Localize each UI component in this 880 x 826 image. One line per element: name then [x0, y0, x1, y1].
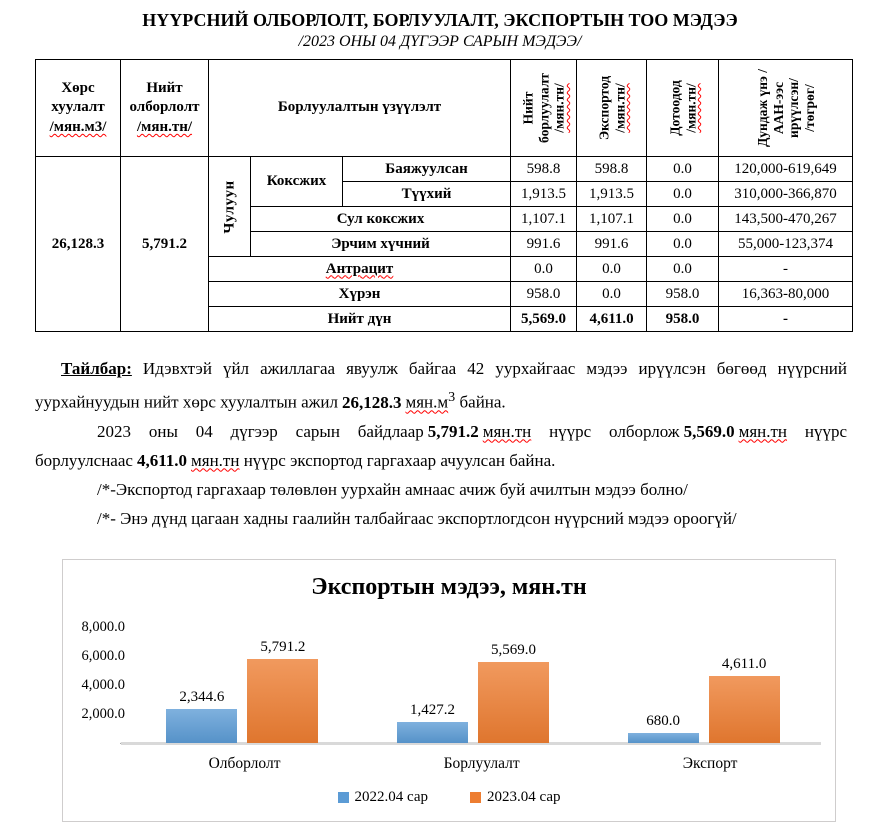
chart-x-axis	[127, 755, 819, 773]
bar-2022-borluulalt	[397, 722, 468, 743]
header-sales-indicator: Борлуулалтын үзүүлэлт	[209, 60, 511, 157]
bar-group-borluulalt	[397, 642, 549, 743]
bar-value-label: 5,569.0	[490, 641, 536, 658]
y-tick: 6,000.0	[81, 647, 125, 664]
bar-value-label: 4,611.0	[721, 655, 767, 672]
note-p1-unit: мян.м	[405, 392, 449, 412]
footnote-2: /*- Энэ дүнд цагаан хадны гаалийн талбайгаас экспортлогдсон нүүрсний мэдээ ороогүй/	[97, 508, 737, 528]
coal-statistics-table	[35, 59, 853, 332]
value-cell: 0.0	[647, 207, 719, 232]
header-domestic	[647, 60, 719, 157]
label-anthracite: Антрацит	[209, 257, 511, 282]
chart-plot-area	[127, 627, 819, 743]
bar-wrap	[397, 702, 468, 743]
note-p2-unit3: мян.тн	[191, 450, 240, 470]
note-label: Тайлбар:	[61, 359, 132, 378]
value-cell: 0.0	[511, 257, 577, 282]
chart-legend	[63, 789, 835, 806]
legend-swatch-2022	[338, 792, 349, 803]
note-p2-mid1: нүүрс олборлож	[531, 421, 680, 441]
value-cell: 598.8	[511, 157, 577, 182]
bar-value-label: 1,427.2	[409, 701, 455, 718]
value-cell: 55,000-123,374	[719, 232, 853, 257]
value-cell: 0.0	[577, 282, 647, 307]
bar-2023-borluulalt	[478, 662, 549, 743]
bar-wrap	[628, 713, 699, 743]
value-cell: 4,611.0	[577, 307, 647, 332]
value-cell: 143,500-470,267	[719, 207, 853, 232]
note-p2-unit2: мян.тн	[738, 421, 788, 441]
value-cell: 1,913.5	[511, 182, 577, 207]
label-washed: Баяжуулсан	[343, 157, 511, 182]
value-cell: 958.0	[647, 307, 719, 332]
header-production-text: Нийт олборлолт	[129, 79, 200, 116]
y-tick: 8,000.0	[81, 618, 125, 635]
bar-value-label: 5,791.2	[260, 638, 306, 655]
page-subtitle: /2023 ОНЫ 04 ДҮГЭЭР САРЫН МЭДЭЭ/	[298, 33, 582, 50]
value-cell: 0.0	[647, 157, 719, 182]
y-tick: 4,000.0	[81, 676, 125, 693]
bar-value-label: 2,344.6	[179, 688, 225, 705]
value-cell: 1,107.1	[511, 207, 577, 232]
note-p1-sup: 3	[448, 389, 456, 405]
value-cell: -	[719, 257, 853, 282]
label-raw: Түүхий	[343, 182, 511, 207]
value-cell: 991.6	[511, 232, 577, 257]
legend-label-2022: 2022.04 сар	[354, 788, 428, 805]
value-cell: 598.8	[577, 157, 647, 182]
bar-2023-export	[709, 676, 780, 743]
bar-2022-olborlolt	[166, 709, 237, 743]
legend-label-2023: 2023.04 сар	[487, 788, 561, 805]
x-category-label: Олборлолт	[208, 754, 281, 772]
header-export-unit: /мян.тн/	[611, 83, 627, 133]
note-p2-value2: 5,569.0	[683, 421, 735, 441]
note-p2-mid2: нүүрс борлуулснаас	[35, 421, 847, 470]
note-p2-tail: нүүрс экспортод гаргахаар ачуулсан байна.	[239, 450, 556, 470]
header-soil-removal	[36, 60, 121, 157]
label-stone-coal: Чулуун	[209, 157, 251, 257]
header-domestic-text: Дотоодод	[667, 80, 683, 136]
header-production-unit: /мян.тн/	[136, 118, 193, 135]
value-cell: 958.0	[647, 282, 719, 307]
header-export	[577, 60, 647, 157]
chart-area	[63, 618, 835, 743]
bar-value-label: 680.0	[646, 712, 681, 729]
bar-group-export	[628, 656, 780, 743]
note-paragraph-2	[35, 417, 847, 475]
note-p2-value3: 4,611.0	[136, 450, 187, 470]
value-cell: 0.0	[647, 182, 719, 207]
value-cell: 0.0	[647, 257, 719, 282]
legend-item-2022	[338, 789, 429, 806]
y-tick: 2,000.0	[81, 705, 125, 722]
header-average-price-text: Дундаж үнэ /ААН-ээс ирүүлсэн/	[754, 68, 801, 148]
header-soil-unit: /мян.м3/	[49, 118, 107, 135]
x-category-label: Экспорт	[682, 754, 738, 772]
header-total-sales-text: Нийт борлуулалт	[520, 73, 551, 143]
header-export-text: Экспортод	[596, 75, 612, 141]
notes-section	[35, 354, 847, 533]
header-average-price-unit: /төгрөг/	[801, 84, 817, 132]
label-semi-coking: Сул коксжих	[251, 207, 511, 232]
value-cell: 120,000-619,649	[719, 157, 853, 182]
bar-wrap	[247, 639, 318, 743]
value-cell: 310,000-366,870	[719, 182, 853, 207]
value-cell: 5,569.0	[511, 307, 577, 332]
footnote-1: /*-Экспортод гаргахаар төлөвлөн уурхайн амнаас ачиж буй ачилтын мэдээ болно/	[97, 479, 688, 499]
soil-removal-total: 26,128.3	[36, 157, 121, 332]
label-thermal: Эрчим хүчний	[251, 232, 511, 257]
note-p2-unit1: мян.тн	[482, 421, 532, 441]
table-header-row	[36, 60, 853, 157]
label-brown: Хүрэн	[209, 282, 511, 307]
bar-2023-olborlolt	[247, 659, 318, 743]
value-cell: 1,107.1	[577, 207, 647, 232]
header-average-price	[719, 60, 853, 157]
row-washed	[36, 157, 853, 182]
legend-swatch-2023	[470, 792, 481, 803]
value-cell: 958.0	[511, 282, 577, 307]
value-cell: 991.6	[577, 232, 647, 257]
bar-wrap	[478, 642, 549, 743]
bar-wrap	[709, 656, 780, 743]
chart-y-axis	[71, 618, 127, 743]
bar-wrap	[166, 689, 237, 743]
note-p1-value: 26,128.3	[341, 392, 402, 412]
value-cell: 1,913.5	[577, 182, 647, 207]
note-paragraph-1	[35, 354, 847, 417]
note-p2-lead: 2023 оны 04 дүгээр сарын байдлаар	[97, 421, 424, 441]
value-cell: 0.0	[647, 232, 719, 257]
value-cell: 16,363-80,000	[719, 282, 853, 307]
value-cell: 0.0	[577, 257, 647, 282]
bar-2022-export	[628, 733, 699, 743]
note-p2-value1: 5,791.2	[427, 421, 479, 441]
legend-item-2023	[470, 789, 561, 806]
label-coking: Коксжих	[251, 157, 343, 207]
value-cell: -	[719, 307, 853, 332]
header-total-sales	[511, 60, 577, 157]
bar-group-olborlolt	[166, 639, 318, 743]
header-total-sales-unit: /мян.тн/	[551, 83, 567, 133]
export-chart	[62, 559, 836, 822]
header-total-production	[121, 60, 209, 157]
chart-title: Экспортын мэдээ, мян.тн	[311, 573, 587, 600]
note-p1-text: Идэвхтэй үйл ажиллагаа явуулж байгаа 42 уурхайгаас мэдээ ирүүлсэн бөгөөд нүүрсний уурхайнуудын нийт хөрс хуулалтын ажил	[35, 359, 847, 412]
header-soil-text: Хөрс хуулалт	[51, 79, 105, 116]
note-p1-tail: байна.	[455, 392, 506, 412]
production-total: 5,791.2	[121, 157, 209, 332]
page-title: НҮҮРСНИЙ ОЛБОРЛОЛТ, БОРЛУУЛАЛТ, ЭКСПОРТЫН ТОО МЭДЭЭ	[142, 10, 738, 30]
header-domestic-unit: /мян.тн/	[682, 83, 698, 133]
label-grand-total: Нийт дүн	[209, 307, 511, 332]
x-category-label: Борлуулалт	[443, 754, 520, 772]
